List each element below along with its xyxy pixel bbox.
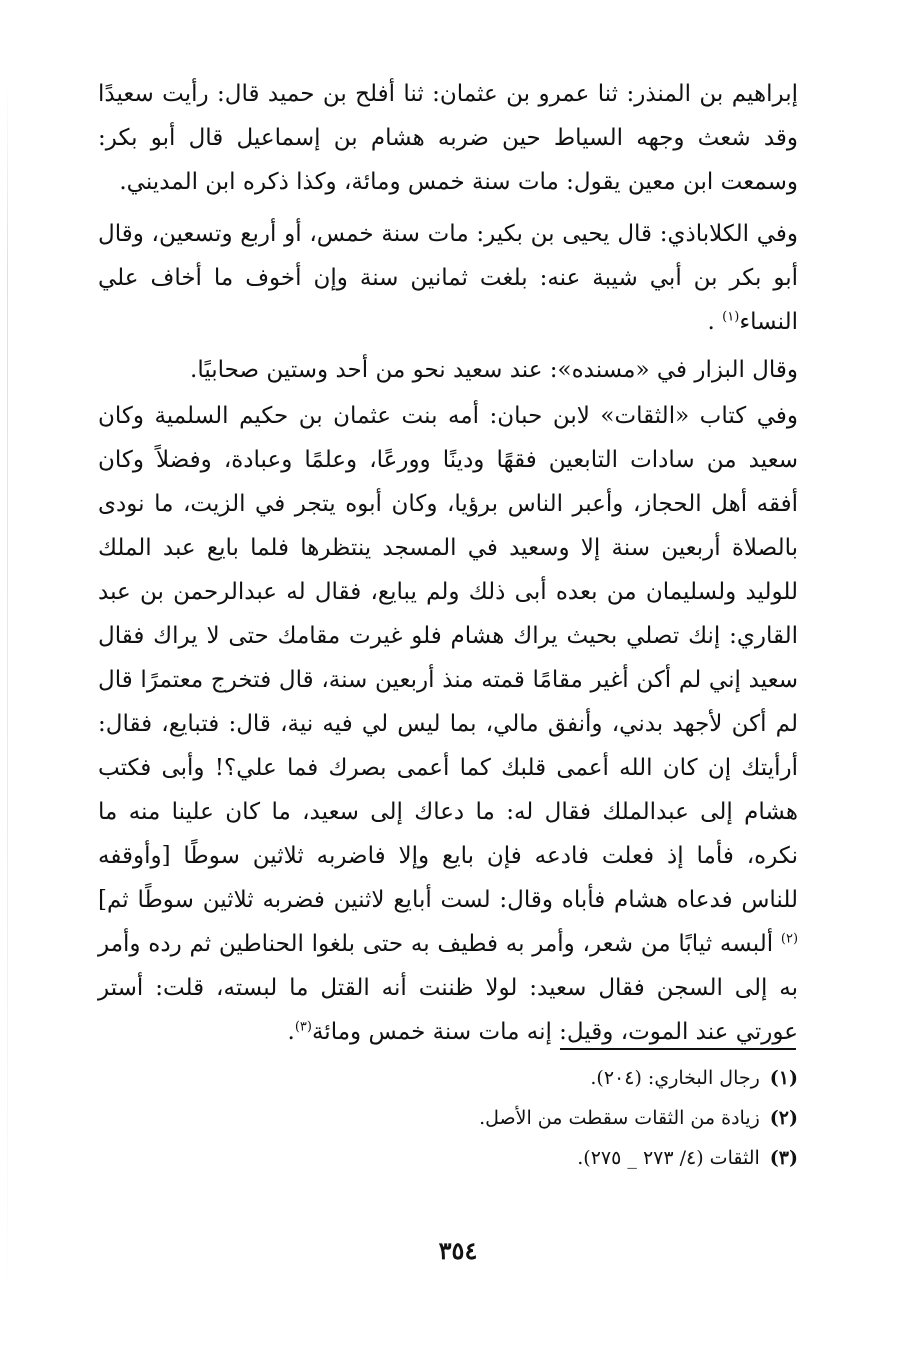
footnote-3-number: (٣): [769, 1147, 798, 1169]
paragraph-4-period: .: [287, 1019, 295, 1045]
footnote-ref-2[interactable]: (٢): [780, 931, 799, 947]
paragraph-3-text: وقال البزار في «مسنده»: عند سعيد نحو من أحد وستين صحابيًا.: [190, 357, 798, 383]
footnote-1-text: رجال البخاري: (٢٠٤).: [590, 1067, 760, 1089]
paragraph-4-continuation: ألبسه ثيابًا من شعر، وأمر به فطيف به حتى بلغوا الحناطين ثم رده وأمر به إلى السجن فقال سعيد: لولا ظننت أنه القتل ما لبسته، قلت: أستر عورتي عند الموت، وقيل: إنه مات سنة خمس ومائة: [98, 931, 798, 1045]
footnote-3-text: الثقات (٤/ ٢٧٣ _ ٢٧٥).: [577, 1147, 760, 1169]
page-number: ٣٥٤: [438, 1236, 478, 1265]
footnote-2: [98, 1098, 798, 1138]
paragraph-3: [98, 348, 798, 392]
footnote-ref-3[interactable]: (٣): [294, 1019, 312, 1035]
footnote-2-number: (٢): [769, 1107, 798, 1129]
paragraph-1: [98, 72, 798, 204]
page-edge-shadow: [7, 80, 8, 1320]
footnote-ref-1[interactable]: (١): [722, 309, 740, 325]
paragraph-2-body: [98, 212, 798, 344]
footnote-separator: [560, 1048, 796, 1050]
footnotes: [98, 1058, 798, 1178]
footnote-1-number: (١): [769, 1067, 798, 1089]
paragraph-2: [98, 212, 798, 344]
footnote-2-text: زيادة من الثقات سقطت من الأصل.: [479, 1107, 760, 1129]
paragraph-1-text: إبراهيم بن المنذر: ثنا عمرو بن عثمان: ثنا أفلح بن حميد قال: رأيت سعيدًا وقد شعث وجهه السياط حين ضربه هشام بن إسماعيل قال أبو بكر: وسمعت ابن معين يقول: مات سنة خمس ومائة، وكذا ذكره ابن المديني.: [98, 81, 798, 195]
paragraph-4: [98, 394, 798, 1054]
paragraph-4-body: [98, 394, 798, 1054]
paragraph-4-text: وفي كتاب «الثقات» لابن حبان: أمه بنت عثمان بن حكيم السلمية وكان سعيد من سادات التابعين فقهًا ودينًا وورعًا، وعلمًا وعبادة، وفضلاً وكان أفقه أهل الحجاز، وأعبر الناس برؤيا، وكان أبوه يتجر في الزيت، ما نودى بالصلاة أربعين سنة إلا وسعيد في المسجد ينتظرها فلما بايع عبد الملك للوليد ولسليمان من بعده أبى ذلك ولم يبايع، فقال له عبدالرحمن بن عبد القاري: إنك تصلي بحيث يراك هشام فلو غيرت مقامك حتى لا يراك فقال سعيد إني لم أكن أغير مقامًا قمته منذ أربعين سنة، قال فتخرج معتمرًا قال لم أكن لأجهد بدني، وأنفق مالي، بما ليس لي فيه نية، قال: فتبايع، فقال: أرأيتك إن كان الله أعمى قلبك كما أعمى بصرك فما علي؟! وأبى فكتب هشام إلى عبدالملك فقال له: ما دعاك إلى سعيد، ما كان علينا منه ما نكره، فأما إذ فعلت فادعه فإن بايع وإلا فاضربه ثلاثين سوطًا [وأوقفه للناس فدعاه هشام فأباه وقال: لست أبايع لاثنين فضربه ثلاثين سوطًا ثم]: [98, 403, 798, 913]
footnote-1: [98, 1058, 798, 1098]
paragraph-2-period: .: [707, 309, 715, 335]
paragraph-2-text: وفي الكلاباذي: قال يحيى بن بكير: مات سنة خمس، أو أربع وتسعين، وقال أبو بكر بن أبي شيبة عنه: بلغت ثمانين سنة وإن أخوف ما أخاف علي النساء: [98, 221, 798, 335]
footnote-3: [98, 1138, 798, 1178]
